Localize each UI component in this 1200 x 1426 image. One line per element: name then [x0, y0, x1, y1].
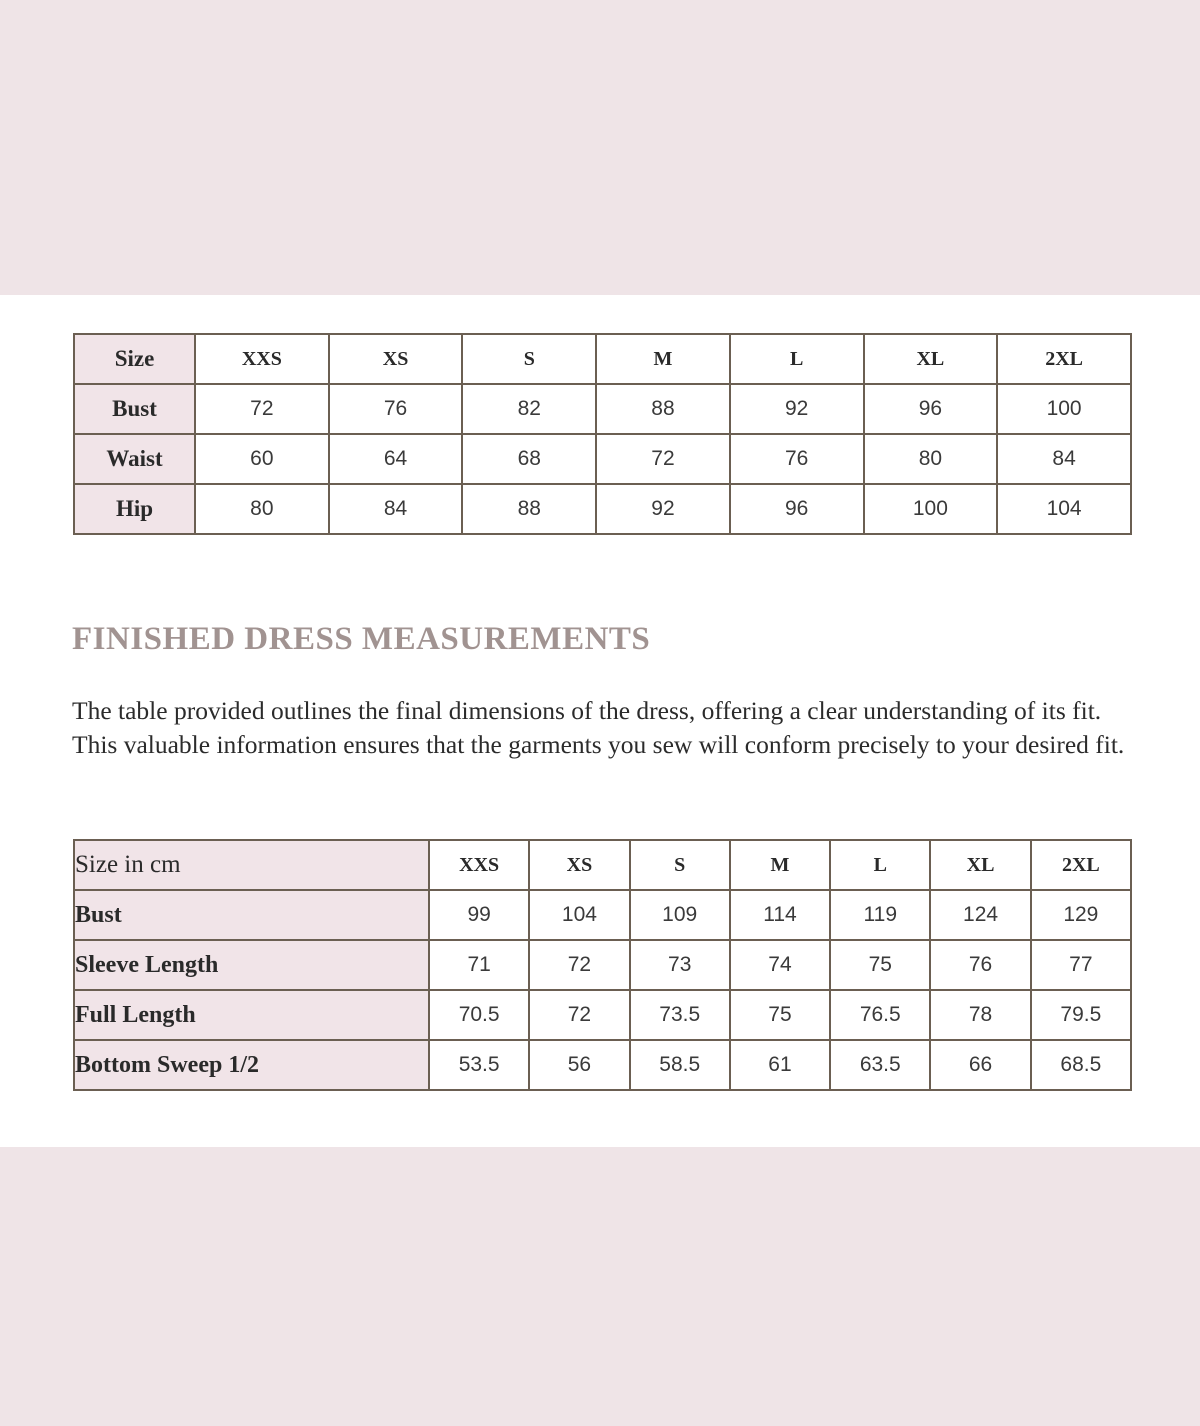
- row-label-bust: Bust: [74, 384, 195, 434]
- table-cell: 60: [195, 434, 329, 484]
- size-2xl-header: 2XL: [997, 334, 1131, 384]
- table-cell: 72: [596, 434, 730, 484]
- table-cell: 72: [529, 940, 629, 990]
- table-cell: 76.5: [830, 990, 930, 1040]
- table-row: [74, 940, 1131, 990]
- table-cell: 82: [462, 384, 596, 434]
- table-cell: 74: [730, 940, 830, 990]
- table-cell: 56: [529, 1040, 629, 1090]
- row-label-sleeve-length: Sleeve Length: [74, 940, 429, 990]
- size-header-label: Size: [74, 334, 195, 384]
- table-cell: 114: [730, 890, 830, 940]
- table-cell: 68: [462, 434, 596, 484]
- table-cell: 72: [195, 384, 329, 434]
- row-label-bottom-sweep: Bottom Sweep 1/2: [74, 1040, 429, 1090]
- table-cell: 68.5: [1031, 1040, 1131, 1090]
- table-cell: 96: [730, 484, 864, 534]
- table-cell: 96: [864, 384, 998, 434]
- table-cell: 80: [195, 484, 329, 534]
- size-xs-header: XS: [329, 334, 463, 384]
- table-cell: 75: [730, 990, 830, 1040]
- table-cell: 84: [329, 484, 463, 534]
- size-guide-sheet: [0, 295, 1200, 1147]
- table-cell: 80: [864, 434, 998, 484]
- top-background-band: [0, 0, 1200, 295]
- table-cell: 88: [462, 484, 596, 534]
- table-row: [74, 434, 1131, 484]
- table-cell: 129: [1031, 890, 1131, 940]
- table-cell: 66: [930, 1040, 1030, 1090]
- finished-measurements-table: [73, 839, 1132, 1091]
- size-xl-header: XL: [864, 334, 998, 384]
- size-xxs-header: XXS: [429, 840, 529, 890]
- size-xxs-header: XXS: [195, 334, 329, 384]
- table-row: [74, 1040, 1131, 1090]
- table-cell: 61: [730, 1040, 830, 1090]
- table-cell: 104: [997, 484, 1131, 534]
- table-cell: 100: [864, 484, 998, 534]
- size-l-header: L: [730, 334, 864, 384]
- table-cell: 58.5: [630, 1040, 730, 1090]
- table-cell: 84: [997, 434, 1131, 484]
- table-cell: 109: [630, 890, 730, 940]
- row-label-bust: Bust: [74, 890, 429, 940]
- table-header-row: [74, 840, 1131, 890]
- size-in-cm-label: Size in cm: [74, 840, 429, 890]
- table-row: [74, 384, 1131, 434]
- table-cell: 76: [730, 434, 864, 484]
- table-cell: 70.5: [429, 990, 529, 1040]
- size-xl-header: XL: [930, 840, 1030, 890]
- row-label-full-length: Full Length: [74, 990, 429, 1040]
- table-cell: 63.5: [830, 1040, 930, 1090]
- table-cell: 72: [529, 990, 629, 1040]
- row-label-waist: Waist: [74, 434, 195, 484]
- table-row: [74, 890, 1131, 940]
- table-cell: 100: [997, 384, 1131, 434]
- section-title: FINISHED DRESS MEASUREMENTS: [72, 621, 651, 657]
- table-cell: 73: [630, 940, 730, 990]
- table-cell: 64: [329, 434, 463, 484]
- table-cell: 88: [596, 384, 730, 434]
- size-xs-header: XS: [529, 840, 629, 890]
- table-cell: 76: [930, 940, 1030, 990]
- table-cell: 77: [1031, 940, 1131, 990]
- table-cell: 76: [329, 384, 463, 434]
- table-cell: 53.5: [429, 1040, 529, 1090]
- table-cell: 71: [429, 940, 529, 990]
- table-cell: 92: [596, 484, 730, 534]
- table-cell: 92: [730, 384, 864, 434]
- table-row: [74, 484, 1131, 534]
- table-row: [74, 990, 1131, 1040]
- table-cell: 104: [529, 890, 629, 940]
- body-size-table: [73, 333, 1132, 535]
- intro-paragraph: The table provided outlines the final dimensions of the dress, offering a clear understanding of its fit. This valuable information ensures that the garments you sew will conform precisely to your desired fit.: [72, 696, 1125, 759]
- row-label-hip: Hip: [74, 484, 195, 534]
- bottom-background-band: [0, 1147, 1200, 1426]
- size-2xl-header: 2XL: [1031, 840, 1131, 890]
- table-cell: 119: [830, 890, 930, 940]
- table-cell: 78: [930, 990, 1030, 1040]
- table-cell: 99: [429, 890, 529, 940]
- table-header-row: [74, 334, 1131, 384]
- size-s-header: S: [630, 840, 730, 890]
- size-m-header: M: [596, 334, 730, 384]
- table-cell: 124: [930, 890, 1030, 940]
- size-s-header: S: [462, 334, 596, 384]
- size-m-header: M: [730, 840, 830, 890]
- size-l-header: L: [830, 840, 930, 890]
- table-cell: 79.5: [1031, 990, 1131, 1040]
- table-cell: 75: [830, 940, 930, 990]
- table-cell: 73.5: [630, 990, 730, 1040]
